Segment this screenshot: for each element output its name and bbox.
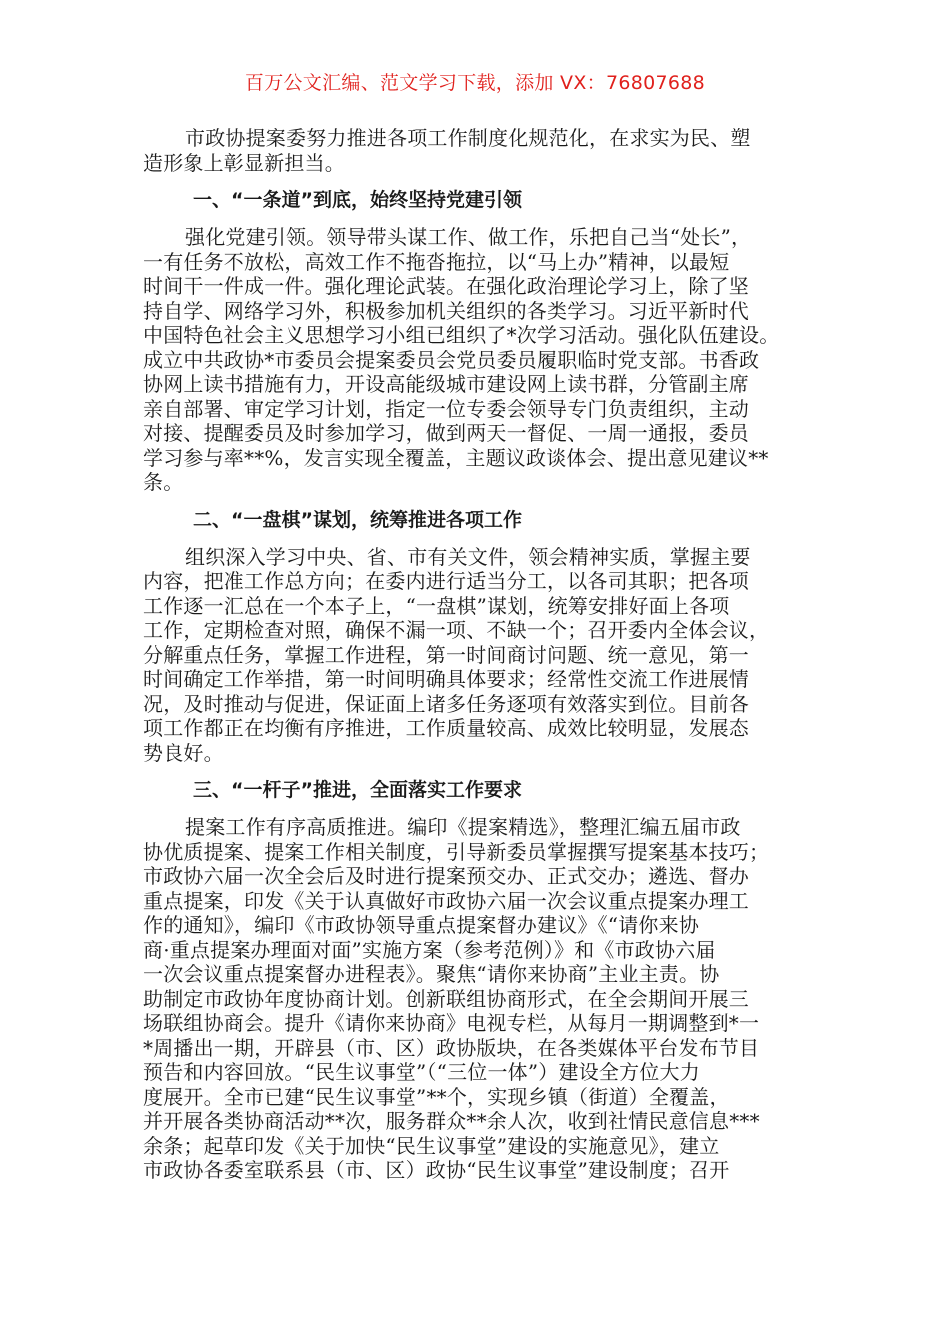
text-line: 对接、提醒委员及时参加学习，做到两天一督促、一周一通报，委员 xyxy=(143,421,749,445)
text-line: 市政协六届一次全会后及时进行提案预交办、正式交办；遴选、督办 xyxy=(143,864,749,888)
text-line: 工作，定期检查对照，确保不漏一项、不缺一个；召开委内全体会议， xyxy=(143,618,770,642)
text-line: 余条；起草印发《关于加快“民生议事堂”建设的实施意见》，建立 xyxy=(143,1133,720,1158)
section-2-paragraph xyxy=(143,545,808,766)
text-line: 内容，把准工作总方向；在委内进行适当分工，以各司其职；把各项 xyxy=(143,569,749,593)
text-line: 势良好。 xyxy=(143,740,224,765)
text-line: 时间确定工作举措，第一时间明确具体要求；经常性交流工作进展情 xyxy=(143,667,749,691)
text-line: 提案工作有序高质推进。编印《提案精选》，整理汇编五届市政 xyxy=(185,815,741,839)
text-line: 组织深入学习中央、省、市有关文件，领会精神实质，掌握主要 xyxy=(185,544,751,569)
text-line: 重点提案，印发《关于认真做好市政协六届一次会议重点提案办理工 xyxy=(143,888,749,913)
section-1-paragraph xyxy=(143,225,808,495)
text-line: 并开展各类协商活动**次，服务群众**余人次，收到社情民意信息*** xyxy=(143,1109,760,1133)
text-line: 况，及时推动与促进，保证面上诸多任务逐项有效落实到位。目前各 xyxy=(143,691,749,716)
text-line: 协网上读书措施有力，开设高能级城市建设网上读书群，分管副主席 xyxy=(143,372,749,396)
text-line: 助制定市政协年度协商计划。创新联组协商形式，在全会期间开展三 xyxy=(143,986,749,1011)
text-line: 工作逐一汇总在一个本子上，“一盘棋”谋划，统筹安排好面上各项 xyxy=(143,593,730,618)
text-line: 协优质提案、提案工作相关制度，引导新委员掌握撰写提案基本技巧； xyxy=(143,839,770,864)
text-line: 市政协各委室联系县（市、区）政协“民生议事堂”建设制度；召开 xyxy=(143,1158,730,1182)
text-line: 一有任务不放松，高效工作不拖沓拖拉，以“马上办”精神，以最短 xyxy=(143,249,730,274)
section-3-paragraph xyxy=(143,815,808,1183)
text-line: 分解重点任务，掌握工作进程，第一时间商讨问题、统一意见，第一 xyxy=(143,642,749,667)
section-heading-2: 二、“一盘棋”谋划，统筹推进各项工作 xyxy=(193,508,522,531)
text-line: 度展开。全市已建“民生议事堂”**个，实现乡镇（街道）全覆盖， xyxy=(143,1084,730,1109)
intro-paragraph xyxy=(143,126,808,175)
text-line: 时间干一件成一件。强化理论武装。在强化政治理论学习上，除了坚 xyxy=(143,274,749,298)
section-heading-1: 一、“一条道”到底，始终坚持党建引领 xyxy=(193,189,522,211)
text-line: 持自学、网络学习外，积极参加机关组织的各类学习。习近平新时代 xyxy=(143,298,749,323)
text-line: 市政协提案委努力推进各项工作制度化规范化，在求实为民、塑 xyxy=(185,126,751,150)
watermark-header: 百万公文汇编、范文学习下载，添加 VX：76807688 xyxy=(244,72,706,94)
text-line: 商·重点提案办理面对面”实施方案（参考范例）》和《市政协六届 xyxy=(143,937,716,962)
text-line: 亲自部署、审定学习计划，指定一位专委会领导专门负责组织，主动 xyxy=(143,396,749,421)
text-line: 作的通知》，编印《市政协领导重点提案督办建议》《“请你来协 xyxy=(143,913,700,937)
section-heading-3: 三、“一杆子”推进，全面落实工作要求 xyxy=(193,779,522,801)
text-line: 强化党建引领。领导带头谋工作、做工作，乐把自己当“处长”， xyxy=(185,225,752,249)
text-line: 成立中共政协*市委员会提案委员会党员委员履职临时党支部。书香政 xyxy=(143,347,760,372)
text-line: 造形象上彰显新担当。 xyxy=(143,150,345,175)
text-line: 学习参与率**%，发言实现全覆盖，主题议政谈体会、提出意见建议** xyxy=(143,445,769,470)
text-line: 项工作都正在均衡有序推进，工作质量较高、成效比较明显，发展态 xyxy=(143,716,749,740)
text-line: 条。 xyxy=(143,470,184,494)
text-line: 预告和内容回放。“民生议事堂”（“三位一体”）建设全方位大力 xyxy=(143,1060,700,1084)
text-line: 一次会议重点提案督办进程表》。聚焦“请你来协商”主业主责。协 xyxy=(143,962,720,986)
text-line: *周播出一期，开辟县（市、区）政协版块，在各类媒体平台发布节目 xyxy=(143,1035,760,1060)
document-body xyxy=(143,126,808,1183)
text-line: 中国特色社会主义思想学习小组已组织了*次学习活动。强化队伍建设。 xyxy=(143,323,780,347)
text-line: 场联组协商会。提升《请你来协商》电视专栏，从每月一期调整到*一 xyxy=(143,1011,760,1035)
